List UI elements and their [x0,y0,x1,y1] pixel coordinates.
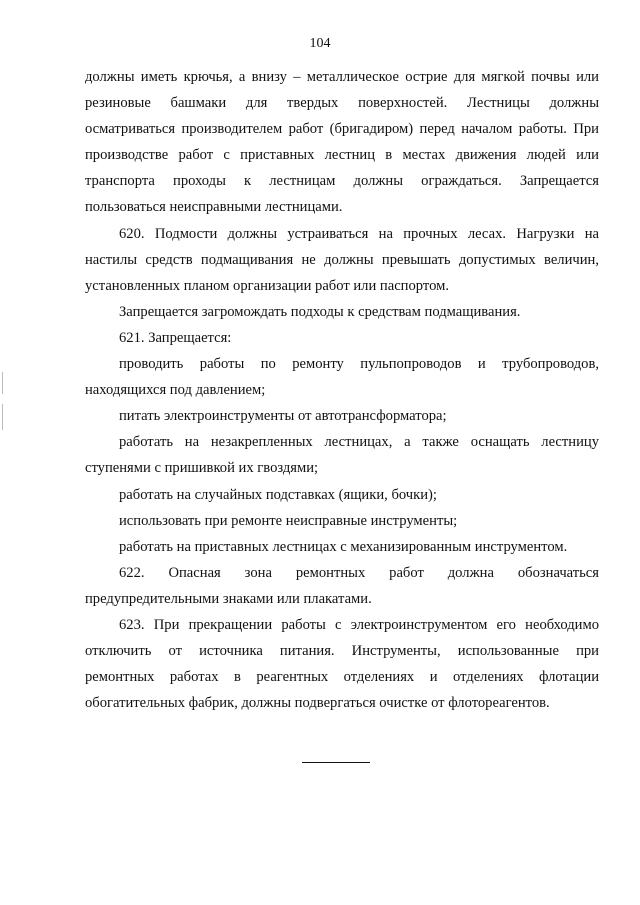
item-622-line: 622. Опасная зона ремонтных работ должна обозначаться [119,564,599,581]
text-line: отключить от источника питания. Инструменты, использованные при [85,643,599,660]
item-623-line: 623. При прекращении работы с электроинструментом его необходимо [119,616,599,633]
text-line: Запрещается загромождать подходы к средствам подмащивания. [119,303,521,320]
text-line: установленных планом организации работ или паспортом. [85,277,449,294]
text-line: осматриваться производителем работ (бригадиром) перед началом работы. При [85,121,599,138]
list-item: работать на незакрепленных лестницах, а также оснащать лестницу [119,434,599,451]
end-divider [302,762,370,763]
text-line: настилы средств подмащивания не должны превышать допустимых величин, [85,251,599,268]
item-621-heading: 621. Запрещается: [119,329,232,346]
scan-edge-mark [2,404,3,430]
item-620-line: 620. Подмости должны устраиваться на прочных лесах. Нагрузки на [119,225,599,242]
text-line: должны иметь крючья, а внизу – металлическое острие для мягкой почвы или [85,69,599,85]
list-item: работать на случайных подставках (ящики, бочки); [119,486,437,503]
document-body [85,64,599,716]
list-item: работать на приставных лестницах с механизированным инструментом. [119,538,568,555]
list-item-continuation: находящихся под давлением; [85,382,266,399]
list-item: проводить работы по ремонту пульпопроводов и трубопроводов, [119,356,599,373]
page-number: 104 [309,36,331,51]
list-item-continuation: ступенями с пришивкой их гвоздями; [85,460,319,477]
list-item: использовать при ремонте неисправные инструменты; [119,512,458,529]
text-line: транспорта проходы к лестницам должны ограждаться. Запрещается [85,173,599,190]
text-line: предупредительными знаками или плакатами. [85,590,372,607]
text-line: резиновые башмаки для твердых поверхностей. Лестницы должны [85,95,599,112]
text-line: производстве работ с приставных лестниц в местах движения людей или [85,147,599,164]
scan-edge-mark [2,372,3,394]
text-line: ремонтных работах в реагентных отделениях и отделениях флотации [85,669,599,686]
text-line: обогатительных фабрик, должны подвергаться очистке от флотореагентов. [85,695,550,712]
list-item: питать электроинструменты от автотрансформатора; [119,408,447,425]
text-line: пользоваться неисправными лестницами. [85,199,343,216]
